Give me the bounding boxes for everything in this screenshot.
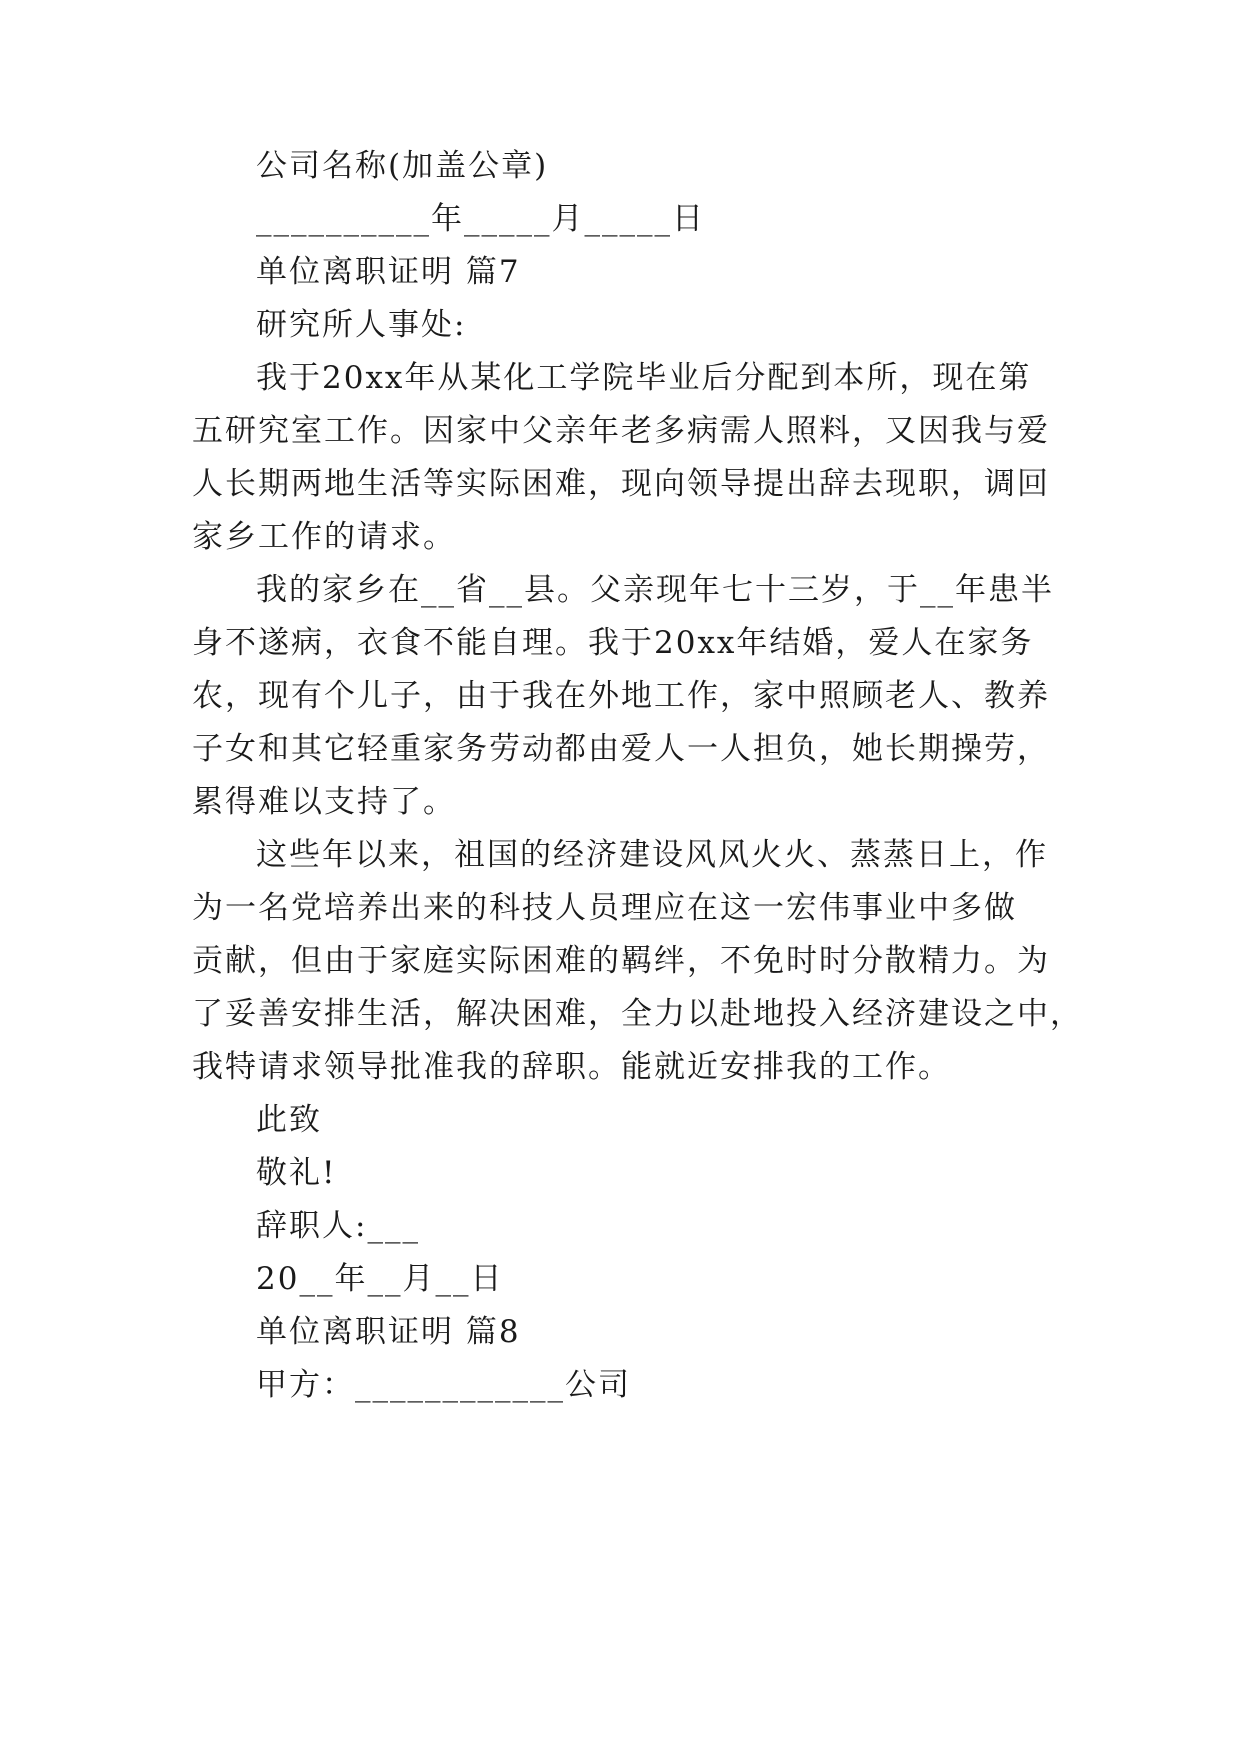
company-name-seal-line: 公司名称(加盖公章) (256, 148, 549, 184)
paragraph-3-line-3: 贡献，但由于家庭实际困难的羁绊，不免时时分散精力。为 (192, 943, 1050, 979)
signature-date-line: 20__年__月__日 (256, 1261, 504, 1297)
closing-jingli: 敬礼! (256, 1155, 337, 1191)
paragraph-2-line-3: 农，现有个儿子，由于我在外地工作，家中照顾老人、教养 (192, 678, 1050, 714)
paragraph-1-line-2: 五研究室工作。因家中父亲年老多病需人照料，又因我与爱 (192, 413, 1050, 449)
paragraph-2-line-2: 身不遂病，衣食不能自理。我于20xx年结婚，爱人在家务 (192, 625, 1034, 661)
paragraph-2-line-4: 子女和其它轻重家务劳动都由爱人一人担负，她长期操劳， (192, 731, 1050, 767)
date-blank-line: __________年_____月_____日 (256, 201, 705, 237)
section-heading-8: 单位离职证明 篇8 (256, 1314, 521, 1350)
paragraph-1-line-3: 人长期两地生活等实际困难，现向领导提出辞去现职，调回 (192, 466, 1050, 502)
salutation: 研究所人事处: (256, 307, 467, 343)
paragraph-1-line-4: 家乡工作的请求。 (192, 519, 456, 555)
party-a-line: 甲方：____________公司 (256, 1367, 631, 1403)
paragraph-3-line-1: 这些年以来，祖国的经济建设风风火火、蒸蒸日上，作 (256, 837, 1048, 873)
paragraph-3-line-2: 为一名党培养出来的科技人员理应在这一宏伟事业中多做 (192, 890, 1017, 926)
resigner-signature-line: 辞职人:___ (256, 1208, 420, 1244)
paragraph-3-line-4: 了妥善安排生活，解决困难，全力以赴地投入经济建设之中， (192, 996, 1083, 1032)
section-heading-7: 单位离职证明 篇7 (256, 254, 521, 290)
closing-cizhi: 此致 (256, 1102, 322, 1138)
paragraph-2-line-1: 我的家乡在__省__县。父亲现年七十三岁，于__年患半 (256, 572, 1054, 608)
paragraph-1-line-1: 我于20xx年从某化工学院毕业后分配到本所，现在第 (256, 360, 1032, 396)
paragraph-3-line-5: 我特请求领导批准我的辞职。能就近安排我的工作。 (192, 1049, 951, 1085)
paragraph-2-line-5: 累得难以支持了。 (192, 784, 456, 820)
